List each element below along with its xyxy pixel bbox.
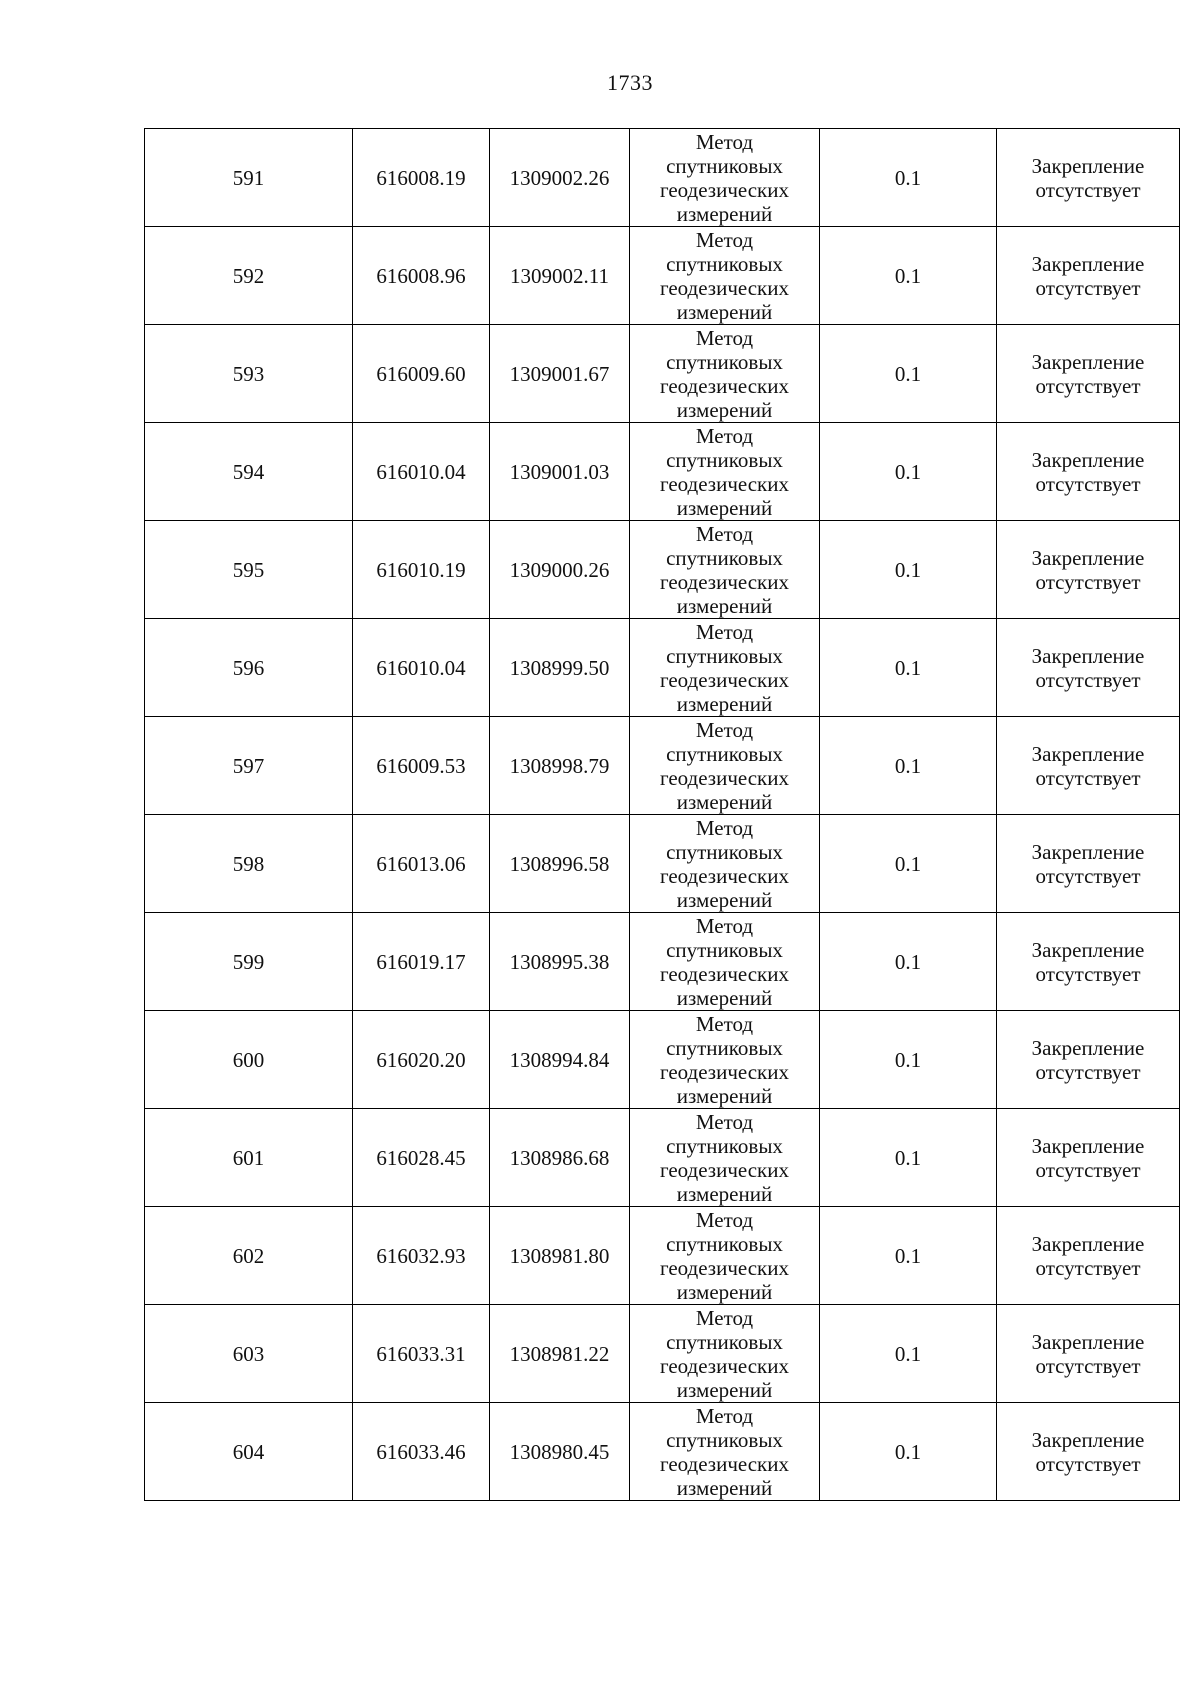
method-text-line: Метод xyxy=(695,913,754,938)
x-coordinate-cell: 616013.06 xyxy=(353,815,490,913)
fixing-text-line: Закрепление xyxy=(1031,447,1145,472)
method-text-line: спутниковых xyxy=(666,1427,783,1452)
method-text-line: Метод xyxy=(695,325,754,350)
method-cell xyxy=(630,815,820,913)
fixing-cell xyxy=(997,913,1180,1011)
point-number-cell: 595 xyxy=(145,521,353,619)
fixing-text-line: отсутствует xyxy=(1035,667,1141,692)
coordinates-table xyxy=(144,128,1180,1501)
y-coordinate-cell: 1309002.11 xyxy=(490,227,630,325)
method-text-line: спутниковых xyxy=(666,741,783,766)
fixing-text-line: Закрепление xyxy=(1031,937,1145,962)
fixing-text-line: Закрепление xyxy=(1031,643,1145,668)
accuracy-cell: 0.1 xyxy=(820,815,997,913)
method-text-line: спутниковых xyxy=(666,1231,783,1256)
method-text-line: измерений xyxy=(676,1377,773,1402)
method-text-line: геодезических xyxy=(659,667,789,692)
fixing-cell xyxy=(997,1011,1180,1109)
y-coordinate-cell: 1308994.84 xyxy=(490,1011,630,1109)
accuracy-cell: 0.1 xyxy=(820,619,997,717)
method-text-line: Метод xyxy=(695,1207,754,1232)
fixing-text-line: отсутствует xyxy=(1035,1157,1141,1182)
method-text-line: измерений xyxy=(676,1083,773,1108)
method-text-line: геодезических xyxy=(659,961,789,986)
method-cell xyxy=(630,1207,820,1305)
x-coordinate-cell: 616033.31 xyxy=(353,1305,490,1403)
fixing-cell xyxy=(997,1305,1180,1403)
method-text-line: Метод xyxy=(695,521,754,546)
method-cell xyxy=(630,325,820,423)
method-text-line: Метод xyxy=(695,1403,754,1428)
accuracy-cell: 0.1 xyxy=(820,1305,997,1403)
method-text-line: измерений xyxy=(676,201,773,226)
method-cell xyxy=(630,227,820,325)
method-text-line: геодезических xyxy=(659,177,789,202)
table-row xyxy=(145,815,1180,913)
method-text-line: Метод xyxy=(695,1305,754,1330)
x-coordinate-cell: 616033.46 xyxy=(353,1403,490,1501)
method-cell xyxy=(630,913,820,1011)
fixing-text-line: отсутствует xyxy=(1035,961,1141,986)
table-row xyxy=(145,619,1180,717)
method-text-line: Метод xyxy=(695,1109,754,1134)
method-text-line: геодезических xyxy=(659,1157,789,1182)
method-text-line: спутниковых xyxy=(666,839,783,864)
x-coordinate-cell: 616010.04 xyxy=(353,619,490,717)
method-cell xyxy=(630,1403,820,1501)
y-coordinate-cell: 1309002.26 xyxy=(490,129,630,227)
fixing-cell xyxy=(997,227,1180,325)
table-row xyxy=(145,1305,1180,1403)
fixing-text-line: отсутствует xyxy=(1035,1255,1141,1280)
fixing-text-line: отсутствует xyxy=(1035,1451,1141,1476)
method-text-line: измерений xyxy=(676,1475,773,1500)
x-coordinate-cell: 616009.60 xyxy=(353,325,490,423)
method-text-line: Метод xyxy=(695,1011,754,1036)
fixing-text-line: отсутствует xyxy=(1035,765,1141,790)
table-row xyxy=(145,1403,1180,1501)
y-coordinate-cell: 1308986.68 xyxy=(490,1109,630,1207)
table-row xyxy=(145,1207,1180,1305)
method-text-line: геодезических xyxy=(659,1353,789,1378)
fixing-text-line: отсутствует xyxy=(1035,1059,1141,1084)
accuracy-cell: 0.1 xyxy=(820,227,997,325)
method-cell xyxy=(630,129,820,227)
x-coordinate-cell: 616010.04 xyxy=(353,423,490,521)
fixing-cell xyxy=(997,423,1180,521)
table-body xyxy=(145,129,1180,1501)
y-coordinate-cell: 1309001.03 xyxy=(490,423,630,521)
point-number-cell: 592 xyxy=(145,227,353,325)
method-cell xyxy=(630,521,820,619)
method-cell xyxy=(630,1305,820,1403)
table-row xyxy=(145,1109,1180,1207)
y-coordinate-cell: 1308998.79 xyxy=(490,717,630,815)
fixing-text-line: Закрепление xyxy=(1031,153,1145,178)
fixing-text-line: отсутствует xyxy=(1035,1353,1141,1378)
point-number-cell: 603 xyxy=(145,1305,353,1403)
method-text-line: Метод xyxy=(695,423,754,448)
x-coordinate-cell: 616032.93 xyxy=(353,1207,490,1305)
method-text-line: геодезических xyxy=(659,1451,789,1476)
x-coordinate-cell: 616008.19 xyxy=(353,129,490,227)
method-text-line: спутниковых xyxy=(666,1035,783,1060)
fixing-text-line: Закрепление xyxy=(1031,349,1145,374)
accuracy-cell: 0.1 xyxy=(820,129,997,227)
method-cell xyxy=(630,619,820,717)
fixing-text-line: Закрепление xyxy=(1031,1427,1145,1452)
method-text-line: геодезических xyxy=(659,373,789,398)
x-coordinate-cell: 616020.20 xyxy=(353,1011,490,1109)
method-text-line: геодезических xyxy=(659,1255,789,1280)
point-number-cell: 599 xyxy=(145,913,353,1011)
fixing-text-line: отсутствует xyxy=(1035,275,1141,300)
accuracy-cell: 0.1 xyxy=(820,1403,997,1501)
accuracy-cell: 0.1 xyxy=(820,325,997,423)
accuracy-cell: 0.1 xyxy=(820,1109,997,1207)
method-text-line: измерений xyxy=(676,495,773,520)
table-row xyxy=(145,913,1180,1011)
y-coordinate-cell: 1309000.26 xyxy=(490,521,630,619)
method-text-line: измерений xyxy=(676,789,773,814)
y-coordinate-cell: 1308980.45 xyxy=(490,1403,630,1501)
table-row xyxy=(145,521,1180,619)
method-text-line: геодезических xyxy=(659,275,789,300)
fixing-cell xyxy=(997,717,1180,815)
table-row xyxy=(145,423,1180,521)
accuracy-cell: 0.1 xyxy=(820,913,997,1011)
x-coordinate-cell: 616019.17 xyxy=(353,913,490,1011)
method-cell xyxy=(630,1011,820,1109)
method-text-line: геодезических xyxy=(659,569,789,594)
fixing-cell xyxy=(997,1403,1180,1501)
fixing-text-line: Закрепление xyxy=(1031,1329,1145,1354)
method-text-line: спутниковых xyxy=(666,447,783,472)
table-row xyxy=(145,717,1180,815)
fixing-text-line: отсутствует xyxy=(1035,863,1141,888)
method-text-line: измерений xyxy=(676,299,773,324)
fixing-cell xyxy=(997,815,1180,913)
fixing-cell xyxy=(997,1207,1180,1305)
method-text-line: Метод xyxy=(695,815,754,840)
page-number: 1733 xyxy=(607,70,653,95)
method-text-line: спутниковых xyxy=(666,937,783,962)
method-cell xyxy=(630,717,820,815)
table-row xyxy=(145,325,1180,423)
x-coordinate-cell: 616010.19 xyxy=(353,521,490,619)
method-text-line: измерений xyxy=(676,593,773,618)
point-number-cell: 602 xyxy=(145,1207,353,1305)
fixing-cell xyxy=(997,521,1180,619)
fixing-text-line: Закрепление xyxy=(1031,1231,1145,1256)
fixing-text-line: отсутствует xyxy=(1035,471,1141,496)
point-number-cell: 597 xyxy=(145,717,353,815)
fixing-cell xyxy=(997,325,1180,423)
x-coordinate-cell: 616008.96 xyxy=(353,227,490,325)
y-coordinate-cell: 1308981.22 xyxy=(490,1305,630,1403)
y-coordinate-cell: 1308999.50 xyxy=(490,619,630,717)
method-text-line: спутниковых xyxy=(666,349,783,374)
point-number-cell: 600 xyxy=(145,1011,353,1109)
point-number-cell: 601 xyxy=(145,1109,353,1207)
method-text-line: спутниковых xyxy=(666,1133,783,1158)
fixing-text-line: Закрепление xyxy=(1031,1133,1145,1158)
method-text-line: Метод xyxy=(695,717,754,742)
fixing-text-line: Закрепление xyxy=(1031,1035,1145,1060)
point-number-cell: 593 xyxy=(145,325,353,423)
fixing-cell xyxy=(997,1109,1180,1207)
accuracy-cell: 0.1 xyxy=(820,1011,997,1109)
fixing-text-line: Закрепление xyxy=(1031,741,1145,766)
method-text-line: измерений xyxy=(676,691,773,716)
fixing-text-line: Закрепление xyxy=(1031,545,1145,570)
fixing-text-line: Закрепление xyxy=(1031,839,1145,864)
method-text-line: спутниковых xyxy=(666,545,783,570)
fixing-cell xyxy=(997,129,1180,227)
accuracy-cell: 0.1 xyxy=(820,521,997,619)
method-text-line: геодезических xyxy=(659,1059,789,1084)
method-text-line: измерений xyxy=(676,1279,773,1304)
method-cell xyxy=(630,423,820,521)
method-text-line: измерений xyxy=(676,1181,773,1206)
method-text-line: спутниковых xyxy=(666,643,783,668)
y-coordinate-cell: 1308996.58 xyxy=(490,815,630,913)
point-number-cell: 596 xyxy=(145,619,353,717)
method-text-line: геодезических xyxy=(659,863,789,888)
y-coordinate-cell: 1308995.38 xyxy=(490,913,630,1011)
y-coordinate-cell: 1309001.67 xyxy=(490,325,630,423)
fixing-text-line: отсутствует xyxy=(1035,177,1141,202)
accuracy-cell: 0.1 xyxy=(820,423,997,521)
method-cell xyxy=(630,1109,820,1207)
method-text-line: спутниковых xyxy=(666,1329,783,1354)
fixing-text-line: отсутствует xyxy=(1035,373,1141,398)
accuracy-cell: 0.1 xyxy=(820,1207,997,1305)
point-number-cell: 598 xyxy=(145,815,353,913)
table-row xyxy=(145,1011,1180,1109)
y-coordinate-cell: 1308981.80 xyxy=(490,1207,630,1305)
x-coordinate-cell: 616028.45 xyxy=(353,1109,490,1207)
accuracy-cell: 0.1 xyxy=(820,717,997,815)
method-text-line: спутниковых xyxy=(666,251,783,276)
method-text-line: спутниковых xyxy=(666,153,783,178)
point-number-cell: 604 xyxy=(145,1403,353,1501)
table-row xyxy=(145,227,1180,325)
method-text-line: измерений xyxy=(676,397,773,422)
x-coordinate-cell: 616009.53 xyxy=(353,717,490,815)
method-text-line: измерений xyxy=(676,985,773,1010)
table-row xyxy=(145,129,1180,227)
method-text-line: Метод xyxy=(695,129,754,154)
method-text-line: Метод xyxy=(695,619,754,644)
fixing-text-line: отсутствует xyxy=(1035,569,1141,594)
point-number-cell: 594 xyxy=(145,423,353,521)
method-text-line: измерений xyxy=(676,887,773,912)
fixing-cell xyxy=(997,619,1180,717)
method-text-line: геодезических xyxy=(659,471,789,496)
point-number-cell: 591 xyxy=(145,129,353,227)
method-text-line: Метод xyxy=(695,227,754,252)
method-text-line: геодезических xyxy=(659,765,789,790)
fixing-text-line: Закрепление xyxy=(1031,251,1145,276)
